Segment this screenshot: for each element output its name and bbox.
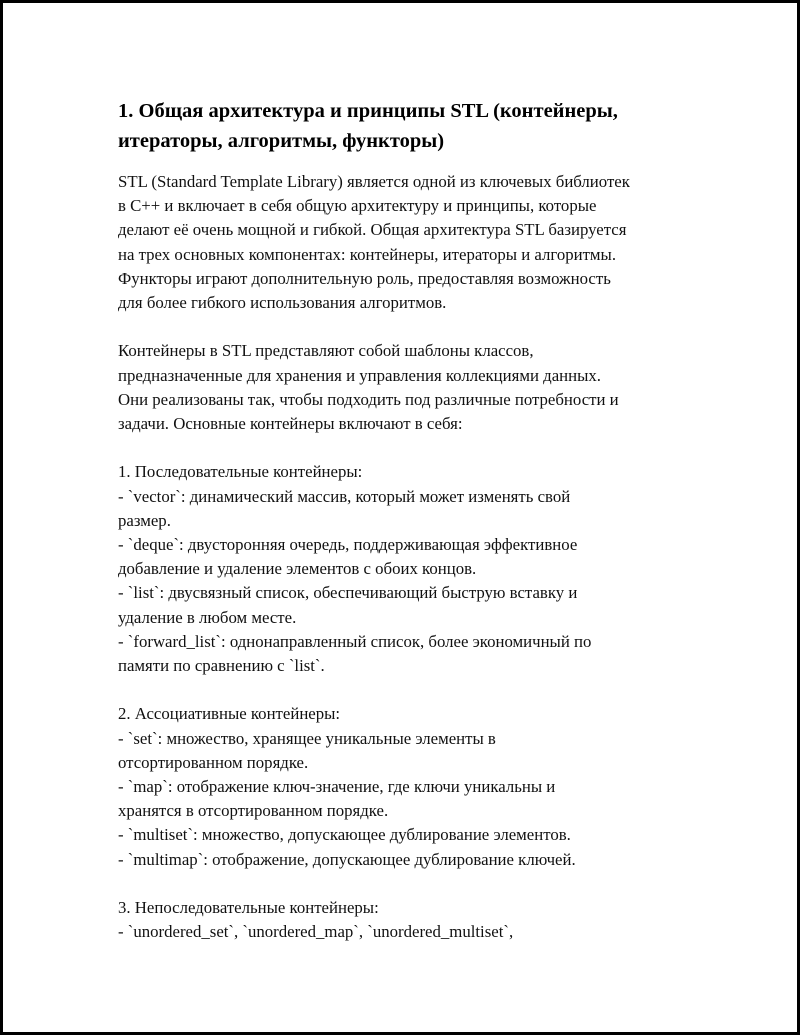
paragraph-gap <box>118 872 698 896</box>
section-heading: 1. Общая архитектура и принципы STL (контейнеры, итераторы, алгоритмы, функторы) <box>118 100 618 152</box>
sequential-containers-list: 1. Последовательные контейнеры: - `vector`: динамический массив, который может изменять свой размер. - `deque`: двусторонняя очередь, поддерживающая эффективное добавление и удаление элементов с обоих концов. - `list`: двусвязный список, обеспечивающий быструю вставку и удаление в любом месте. - `forward_list`: однонаправленный список, более экономичный по памяти по сравнению с `list`. <box>118 462 592 676</box>
paragraph-gap <box>118 315 698 339</box>
document-body <box>118 96 698 944</box>
containers-paragraph: Контейнеры в STL представляют собой шаблоны классов, предназначенные для хранения и управления коллекциями данных. Они реализованы так, чтобы подходить под различные потребности и задачи. Основные контейнеры включают в себя: <box>118 341 619 434</box>
associative-containers-list: 2. Ассоциативные контейнеры: - `set`: множество, хранящее уникальные элементы в отсортированном порядке. - `map`: отображение ключ-значение, где ключи уникальны и хранятся в отсортированном порядке. - `multiset`: множество, допускающее дублирование элементов. - `multimap`: отображение, допускающее дублирование ключей. <box>118 704 576 869</box>
paragraph-gap <box>118 436 698 460</box>
intro-paragraph: STL (Standard Template Library) является одной из ключевых библиотек в C++ и включает в себя общую архитектуру и принципы, которые делают её очень мощной и гибкой. Общая архитектура STL базируется на трех основных компонентах: контейнеры, итераторы и алгоритмы. Функторы играют дополнительную роль, предоставляя возможность для более гибкого использования алгоритмов. <box>118 172 630 313</box>
paragraph-gap <box>118 678 698 702</box>
unordered-containers-list: 3. Непоследовательные контейнеры: - `unordered_set`, `unordered_map`, `unordered_multiset`, <box>118 898 514 942</box>
